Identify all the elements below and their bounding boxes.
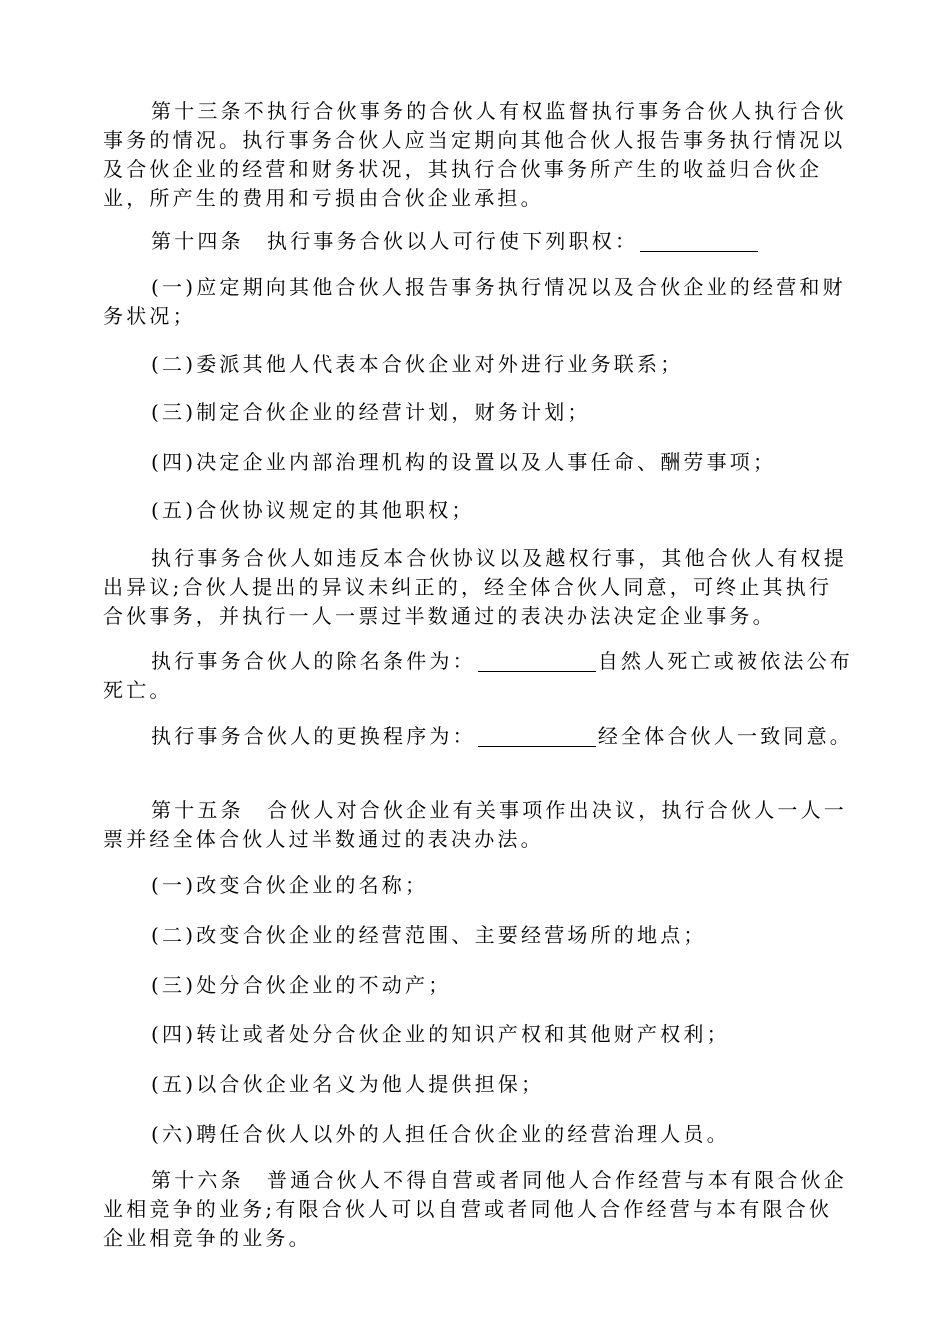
article-15-item-1 [103, 871, 853, 900]
paragraph-text: 执行事务合伙人的除名条件为： [151, 649, 476, 673]
article-13-text: 第十三条不执行合伙事务的合伙人有权监督执行事务合伙人执行合伙事务的情况。执行事务合伙人应当定期向其他合伙人报告事务执行情况以及合伙企业的经营和财务状况，其执行合伙事务所产生的收益归合伙企业，所产生的费用和亏损由合伙企业承担。 [103, 99, 847, 210]
article-14-item-2 [103, 350, 853, 379]
item-text: (一)应定期向其他合伙人报告事务执行情况以及合伙企业的经营和财务状况； [103, 275, 846, 328]
paragraph-suffix: 经全体合伙人一致同意。 [597, 724, 854, 748]
item-text: (六)聘任合伙人以外的人担任合伙企业的经营治理人员。 [151, 1122, 730, 1146]
article-16 [103, 1166, 853, 1253]
item-text: (三)处分合伙企业的不动产； [151, 973, 452, 997]
article-15-item-5 [103, 1070, 853, 1099]
item-text: (四)转让或者处分合伙企业的知识产权和其他财产权利； [151, 1022, 730, 1046]
article-14-item-3 [103, 398, 853, 427]
article-14-replacement [103, 722, 853, 751]
article-15-item-6 [103, 1120, 853, 1149]
item-text: (二)委派其他人代表本合伙企业对外进行业务联系； [151, 352, 684, 376]
article-15-text: 第十五条 合伙人对合伙企业有关事项作出决议，执行合伙人一人一票并经全体合伙人过半数通过的表决办法。 [103, 798, 847, 851]
paragraph-suffix: 自然人死亡或被依法公布死亡。 [103, 649, 854, 702]
article-14-item-5 [103, 496, 853, 525]
article-14-item-1 [103, 273, 853, 331]
article-14-objection [103, 544, 853, 631]
article-15-item-3 [103, 971, 853, 1000]
article-16-text: 第十六条 普通合伙人不得自营或者同他人合作经营与本有限合伙企业相竞争的业务;有限合伙人可以自营或者同他人合作经营与本有限合伙企业相竞争的业务。 [103, 1168, 847, 1250]
fill-blank [478, 726, 596, 747]
article-14-text: 第十四条 执行事务合伙以人可行使下列职权： [151, 229, 639, 253]
item-text: (五)以合伙企业名义为他人提供担保； [151, 1072, 545, 1096]
fill-blank [640, 231, 758, 252]
item-text: (四)决定企业内部治理机构的设置以及人事任命、酬劳事项； [151, 450, 777, 474]
article-13 [103, 97, 853, 213]
article-14-item-4 [103, 448, 853, 477]
article-14 [103, 227, 853, 256]
item-text: (二)改变合伙企业的经营范围、主要经营场所的地点； [151, 923, 707, 947]
article-15-item-4 [103, 1020, 853, 1049]
item-text: (五)合伙协议规定的其他职权； [151, 498, 475, 522]
paragraph-text: 执行事务合伙人如违反本合伙协议以及越权行事，其他合伙人有权提出异议;合伙人提出的异议未纠正的，经全体合伙人同意，可终止其执行合伙事务，并执行一人一票过半数通过的表决办法决定企业事务。 [103, 546, 847, 628]
item-text: (三)制定合伙企业的经营计划，财务计划； [151, 400, 591, 424]
item-text: (一)改变合伙企业的名称； [151, 873, 429, 897]
article-15 [103, 796, 853, 854]
fill-blank [478, 651, 596, 672]
paragraph-text: 执行事务合伙人的更换程序为： [151, 724, 476, 748]
article-15-item-2 [103, 921, 853, 950]
article-14-removal [103, 647, 853, 705]
